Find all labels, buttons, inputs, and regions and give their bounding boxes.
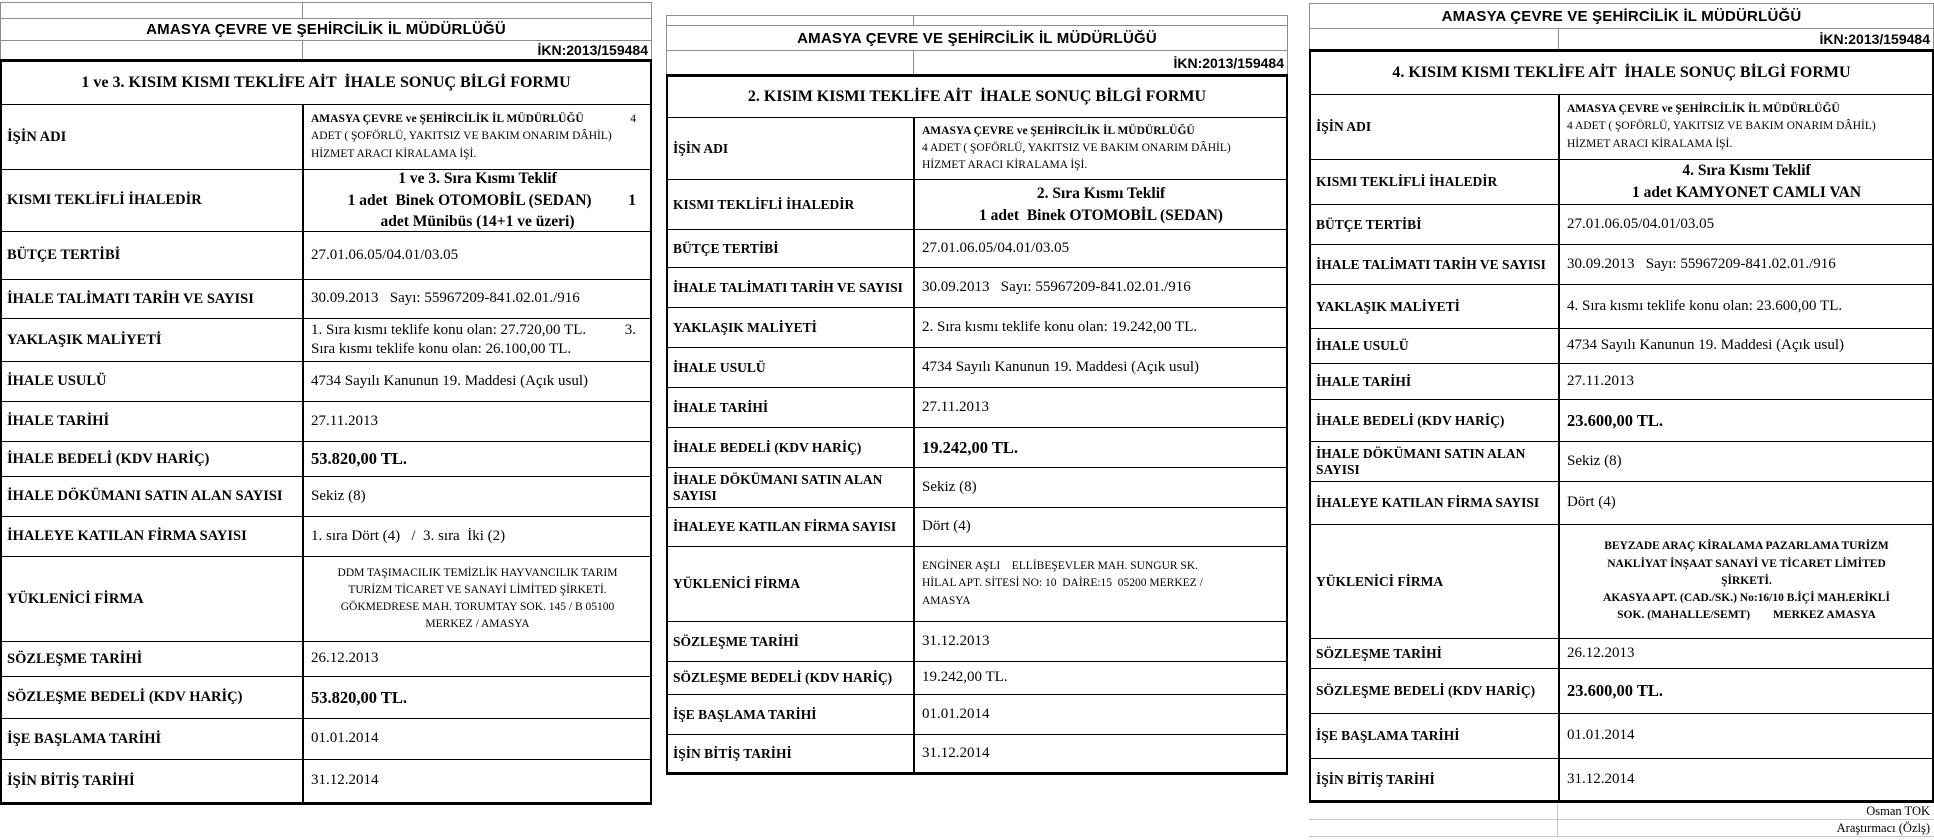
row-label-cell [2,402,304,441]
org-title: AMASYA ÇEVRE VE ŞEHİRCİLİK İL MÜDÜRLÜĞÜ [1441,7,1802,25]
value-line: 4. Sıra Kısmı Teklif [1682,162,1811,180]
row-label-cell [668,622,915,661]
value-line: 27.11.2013 [922,398,989,415]
row-value-cell [304,362,650,401]
footer-row [1309,803,1934,820]
row-label: İHALEYE KATILAN FİRMA SAYISI [7,528,247,545]
row-label: İHALE TARİHİ [1316,373,1412,389]
row-label: İHALE USULÜ [7,373,107,390]
value-line: 4 ADET ( ŞOFÖRLÜ, YAKITSIZ VE BAKIM ONARIM DÂHİL) [922,141,1231,154]
row-butce-tertibi [1311,204,1932,244]
row-value-cell [915,308,1286,347]
row-value-cell [304,402,650,441]
value-line: 27.01.06.05/04.01/03.05 [922,239,1070,256]
row-isin-adi [668,117,1286,179]
value-line-overflow-text: 3. [624,321,636,338]
row-label: YAKLAŞIK MALİYETİ [1316,298,1460,314]
row-sozlesme-bedeli [668,661,1286,694]
row-ise-baslama [1311,713,1932,758]
row-value-cell [304,280,650,318]
row-label: İŞİN BİTİŞ TARİHİ [7,772,135,789]
ikn-cell [1559,29,1933,49]
value-line: Sekiz (8) [1567,452,1622,469]
row-label: KISMI TEKLİFLİ İHALEDİR [673,196,855,212]
row-yuklenici-firma [668,546,1286,621]
tender-form-part-2 [666,15,1288,775]
value-line: 23.600,00 TL. [1567,410,1663,430]
row-label: İHALE BEDELİ (KDV HARİÇ) [1316,412,1505,428]
ikn-left-cell [1,41,303,59]
org-title-row [666,25,1288,50]
row-sozlesme-tarihi [2,641,650,676]
value-line: 27.01.06.05/04.01/03.05 [311,246,459,263]
row-label-cell [1311,205,1560,244]
row-ihale-talimati [2,279,650,318]
row-label-cell [2,362,304,401]
value-line: 2. Sıra Kısmı Teklif [1036,184,1166,202]
row-label: İHALE BEDELİ (KDV HARİÇ) [673,439,862,455]
row-butce-tertibi [2,231,650,279]
row-label-cell [1311,714,1560,758]
form-title-text: 2. KISIM KISMI TEKLİFE AİT İHALE SONUÇ BİLGİ FORMU [747,88,1207,105]
row-isin-adi [2,104,650,169]
ikn-left-cell [667,51,914,74]
value-line: Dört (4) [1567,494,1616,511]
value-line: MERKEZ / AMASYA [425,618,530,631]
value-line: 30.09.2013 Sayı: 55967209-841.02.01./916 [311,290,580,307]
row-ihale-usulu [668,347,1286,387]
ikn-left-cell [1310,29,1559,49]
row-ihale-bedeli [2,441,650,476]
value-line: AMASYA ÇEVRE ve ŞEHİRCİLİK İL MÜDÜRLÜĞÜ [1567,103,1840,116]
value-line: ADET ( ŞOFÖRLÜ, YAKITSIZ VE BAKIM ONARIM DÂHİL) [311,130,612,143]
row-label-cell [668,662,915,694]
row-isin-bitis [2,759,650,802]
tender-form-part-1-3 [0,2,652,805]
row-label-cell [2,105,304,169]
row-label: İŞE BAŞLAMA TARİHİ [7,730,162,747]
row-value-cell [1560,442,1932,481]
row-value-cell [304,319,650,361]
ikn-number: İKN:2013/159484 [1173,54,1284,71]
row-label-cell [668,308,915,347]
value-line: 31.12.2014 [311,772,379,789]
row-label: İHALE TALİMATI TARİH VE SAYISI [673,279,903,295]
form-title-text: 1 ve 3. KISIM KISMI TEKLİFE AİT İHALE SONUÇ BİLGİ FORMU [81,74,571,91]
value-line: Sıra kısmı teklife konu olan: 26.100,00 TL. [311,341,572,357]
row-label-cell [668,508,915,546]
row-value-cell [1560,525,1932,638]
value-line: 30.09.2013 Sayı: 55967209-841.02.01./916 [922,278,1191,295]
value-line: 1. sıra Dört (4) / 3. sıra İki (2) [311,527,506,544]
row-label: YAKLAŞIK MALİYETİ [673,319,817,335]
value-line: 4734 Sayılı Kanunun 19. Maddesi (Açık usul) [922,358,1200,375]
row-label-cell [1311,482,1560,524]
row-label-cell [2,170,304,231]
row-label-cell [2,557,304,641]
row-value-cell [304,477,650,516]
value-line-text: 1 adet Binek OTOMOBİL (SEDAN) [347,191,592,209]
row-label: İŞİN ADI [7,128,67,145]
row-ihale-tarihi [2,401,650,441]
value-line: adet Münibüs (14+1 ve üzeri) [380,213,575,231]
value-line: 01.01.2014 [311,730,379,747]
row-label-cell [1311,329,1560,363]
row-value-cell [304,232,650,279]
row-label-cell [668,388,915,427]
ikn-row [666,50,1288,74]
header-empty-row [0,2,652,18]
value-line [311,111,644,128]
value-line: Sekiz (8) [311,487,366,504]
row-dokuman-satin-alan [1311,441,1932,481]
value-line: AMASYA [922,594,971,607]
org-title: AMASYA ÇEVRE VE ŞEHİRCİLİK İL MÜDÜRLÜĞÜ [797,29,1157,47]
row-label-cell [1311,245,1560,284]
row-value-cell [1560,205,1932,244]
org-title-row [1309,3,1934,28]
value-line: 4. Sıra kısmı teklife konu olan: 23.600,00 TL. [1567,297,1843,314]
row-value-cell [304,760,650,802]
value-line: AMASYA ÇEVRE ve ŞEHİRCİLİK İL MÜDÜRLÜĞÜ [922,124,1195,137]
row-label: İŞİN ADI [1316,119,1372,135]
row-label-cell [2,319,304,361]
row-label: İŞİN BİTİŞ TARİHİ [1316,771,1435,787]
row-label: İHALE USULÜ [673,359,766,375]
row-sozlesme-bedeli [2,676,650,718]
form-title [2,62,650,104]
value-line: 53.820,00 TL. [311,449,407,469]
value-line: NAKLİYAT İNŞAAT SANAYİ VE TİCARET LİMİTED [1607,557,1886,570]
row-label-cell [1311,525,1560,638]
row-label-cell [2,232,304,279]
value-line: BEYZADE ARAÇ KİRALAMA PAZARLAMA TURİZM [1604,540,1889,553]
row-value-cell [915,508,1286,546]
signature-name: Osman TOK [1866,803,1930,818]
ikn-row [0,40,652,59]
row-value-cell [915,547,1286,621]
row-label-cell [1311,669,1560,713]
row-value-cell [915,735,1286,772]
row-label: YÜKLENİCİ FİRMA [673,576,801,592]
value-line: AKASYA APT. (CAD./SK.) No:16/10 B.İÇİ MAH.ERİKLİ [1603,592,1890,605]
row-label: İHALE USULÜ [1316,338,1409,354]
value-line: GÖKMEDRESE MAH. TORUMTAY SOK. 145 / B 05100 [340,601,615,613]
ikn-number: İKN:2013/159484 [1819,31,1930,47]
row-label: İHALE TARİHİ [7,413,110,430]
row-label-cell [668,695,915,734]
row-value-cell [1560,364,1932,399]
row-value-cell [915,662,1286,694]
row-label-cell [668,180,915,229]
value-line: 31.12.2013 [922,632,990,649]
row-value-cell [304,105,650,169]
row-katilan-firma [668,507,1286,546]
ikn-cell [303,41,651,59]
row-butce-tertibi [668,229,1286,267]
row-label-cell [1311,400,1560,441]
row-ihale-tarihi [1311,363,1932,399]
row-label: İŞİN ADI [673,140,729,156]
row-label: BÜTÇE TERTİBİ [7,247,121,264]
header-empty-left-cell [1,3,303,18]
row-value-cell [1560,759,1932,800]
ikn-cell [914,51,1287,74]
row-kismi-teklif [2,169,650,231]
row-dokuman-satin-alan [668,467,1286,507]
row-sozlesme-tarihi [668,621,1286,661]
footer-right-cell [1558,803,1934,819]
ikn-number: İKN:2013/159484 [537,42,648,58]
row-label-cell [668,268,915,307]
row-label-cell [2,517,304,556]
form-title [668,77,1286,117]
row-ihale-usulu [1311,328,1932,363]
value-line: 01.01.2014 [1567,727,1635,744]
row-isin-adi [1311,94,1932,159]
row-value-cell [1560,329,1932,363]
row-value-cell [1560,400,1932,441]
row-label: İHALE DÖKÜMANI SATIN ALAN SAYISI [1316,445,1526,477]
row-isin-bitis [1311,758,1932,800]
row-ise-baslama [668,694,1286,734]
footer-row [1309,820,1934,837]
value-line-text: AMASYA ÇEVRE ve ŞEHİRCİLİK İL MÜDÜRLÜĞÜ [311,113,584,126]
value-line-overflow-text: 1 [628,191,636,209]
row-label: İŞE BAŞLAMA TARİHİ [673,706,817,722]
row-value-cell [915,468,1286,507]
row-label: İHALEYE KATILAN FİRMA SAYISI [1316,495,1540,511]
row-label: SÖZLEŞME BEDELİ (KDV HARİÇ) [1316,683,1536,699]
row-value-cell [304,677,650,718]
row-label: İHALEYE KATILAN FİRMA SAYISI [673,519,897,535]
footer-right-cell [1558,820,1934,836]
value-line: 1 adet KAMYONET CAMLI VAN [1631,184,1862,201]
org-title: AMASYA ÇEVRE VE ŞEHİRCİLİK İL MÜDÜRLÜĞÜ [146,21,506,38]
value-line-overflow-text: 4 [630,113,636,126]
row-yuklenici-firma [1311,524,1932,638]
row-label-cell [1311,285,1560,328]
row-label: İHALE BEDELİ (KDV HARİÇ) [7,450,210,467]
value-line: 2. Sıra kısmı teklife konu olan: 19.242,00 TL. [922,318,1198,335]
row-value-cell [304,170,650,231]
row-katilan-firma [2,516,650,556]
row-sozlesme-bedeli [1311,668,1932,713]
form-body [666,74,1288,775]
value-line: 4 ADET ( ŞOFÖRLÜ, YAKITSIZ VE BAKIM ONARIM DÂHİL) [1567,120,1876,133]
value-line: 31.12.2014 [1567,770,1635,787]
row-yaklasik-maliyet [2,318,650,361]
row-value-cell [915,428,1286,467]
row-label: SÖZLEŞME TARİHİ [1316,645,1442,661]
row-value-cell [1560,285,1932,328]
row-label: SÖZLEŞME TARİHİ [7,650,143,667]
row-value-cell [304,557,650,641]
value-line [311,321,644,341]
value-line: 27.01.06.05/04.01/03.05 [1567,215,1715,232]
row-yaklasik-maliyet [668,307,1286,347]
tender-form-part-4 [1309,3,1934,837]
form-body [0,59,652,805]
row-value-cell [915,388,1286,427]
row-label-cell [2,719,304,759]
footer-left-cell [1309,820,1558,836]
row-label: KISMI TEKLİFLİ İHALEDİR [7,192,202,209]
row-value-cell [915,268,1286,307]
value-line: SOK. (MAHALLE/SEMT) MERKEZ AMASYA [1617,609,1876,622]
row-label-cell [2,442,304,476]
org-title-row [0,18,652,40]
row-label: YAKLAŞIK MALİYETİ [7,331,162,348]
row-value-cell [915,180,1286,229]
row-label-cell [1311,364,1560,399]
row-value-cell [304,442,650,476]
row-label-cell [668,468,915,507]
value-line: HİZMET ARACI KİRALAMA İŞİ. [1567,137,1733,150]
row-label-cell [668,735,915,772]
row-label: İHALE DÖKÜMANI SATIN ALAN SAYISI [673,471,883,503]
value-line: 1 adet Binek OTOMOBİL (SEDAN) [979,206,1223,224]
value-line: Dört (4) [922,518,971,535]
row-label-cell [668,118,915,179]
row-yaklasik-maliyet [1311,284,1932,328]
row-label-cell [1311,639,1560,668]
row-value-cell [1560,245,1932,284]
form-title-text: 4. KISIM KISMI TEKLİFE AİT İHALE SONUÇ BİLGİ FORMU [1392,64,1851,81]
row-label: İHALE DÖKÜMANI SATIN ALAN SAYISI [7,488,283,505]
value-line: 23.600,00 TL. [1567,681,1663,701]
value-line: DDM TAŞIMACILIK TEMİZLİK HAYVANCILIK TARIM [337,566,618,579]
row-value-cell [915,118,1286,179]
row-value-cell [915,695,1286,734]
value-line: 19.242,00 TL. [922,669,1008,686]
row-label: İHALE TARİHİ [673,399,769,415]
row-value-cell [1560,482,1932,524]
row-value-cell [1560,639,1932,668]
signature-role: Araştırmacı (Özlş) [1836,820,1930,835]
value-line: 30.09.2013 Sayı: 55967209-841.02.01./916 [1567,255,1836,272]
value-line: 27.11.2013 [311,412,378,429]
value-line: HİZMET ARACI KİRALAMA İŞİ. [311,147,477,160]
value-line: 27.11.2013 [1567,372,1634,389]
row-isin-bitis [668,734,1286,772]
row-label-cell [2,677,304,718]
row-label-cell [668,348,915,387]
row-value-cell [1560,95,1932,159]
row-value-cell [1560,714,1932,758]
row-label: SÖZLEŞME BEDELİ (KDV HARİÇ) [7,689,243,706]
value-line: 4734 Sayılı Kanunun 19. Maddesi (Açık usul) [311,372,589,389]
row-label: BÜTÇE TERTİBİ [1316,216,1422,232]
value-line: 26.12.2013 [311,650,379,667]
row-label: YÜKLENİCİ FİRMA [1316,573,1444,589]
row-value-cell [1560,160,1932,204]
row-label-cell [2,642,304,676]
row-label-cell [1311,759,1560,800]
row-sozlesme-tarihi [1311,638,1932,668]
form-title [1311,52,1932,94]
row-label: SÖZLEŞME BEDELİ (KDV HARİÇ) [673,670,893,686]
row-label-cell [1311,442,1560,481]
row-ihale-talimati [1311,244,1932,284]
row-label-cell [1311,95,1560,159]
row-label: KISMI TEKLİFLİ İHALEDİR [1316,174,1498,190]
value-line: 53.820,00 TL. [311,687,407,707]
row-value-cell [1560,669,1932,713]
row-label-cell [2,477,304,516]
value-line: TURİZM TİCARET VE SANAYİ LİMİTED ŞİRKETİ. [348,583,607,596]
ikn-row [1309,28,1934,49]
value-line-text: 1. Sıra kısmı teklife konu olan: 27.720,00 TL. [311,321,587,338]
header-empty-left-cell [667,16,914,25]
value-line: 01.01.2014 [922,705,990,722]
form-body [1309,49,1934,803]
row-value-cell [304,642,650,676]
row-label-cell [668,230,915,267]
value-line: 4734 Sayılı Kanunun 19. Maddesi (Açık usul) [1567,337,1845,354]
row-label-cell [668,428,915,467]
value-line: 31.12.2014 [922,744,990,761]
header-empty-right-cell [914,16,1287,25]
value-line: 26.12.2013 [1567,644,1635,661]
row-yuklenici-firma [2,556,650,641]
row-value-cell [304,517,650,556]
footer-left-cell [1309,803,1558,819]
row-ihale-usulu [2,361,650,401]
value-line [311,190,644,212]
row-ihale-talimati [668,267,1286,307]
row-label-cell [2,280,304,318]
row-label: İŞE BAŞLAMA TARİHİ [1316,728,1460,744]
row-label: YÜKLENİCİ FİRMA [7,590,144,607]
row-ihale-bedeli [668,427,1286,467]
value-line: 1 ve 3. Sıra Kısmı Teklif [398,169,557,187]
row-label: İHALE TALİMATI TARİH VE SAYISI [7,290,254,307]
value-line: HİZMET ARACI KİRALAMA İŞİ. [922,159,1088,172]
row-label: İŞİN BİTİŞ TARİHİ [673,745,792,761]
value-line: Sekiz (8) [922,478,977,495]
row-kismi-teklif [1311,159,1932,204]
value-line: ŞİRKETİ. [1721,574,1772,587]
row-value-cell [304,719,650,759]
row-kismi-teklif [668,179,1286,229]
row-ihale-bedeli [1311,399,1932,441]
value-line: ENGİNER AŞLI ELLİBEŞEVLER MAH. SUNGUR SK. [922,560,1198,573]
header-empty-right-cell [303,3,651,18]
row-label: BÜTÇE TERTİBİ [673,240,779,256]
row-ise-baslama [2,718,650,759]
row-value-cell [915,348,1286,387]
value-line: 19.242,00 TL. [922,437,1018,457]
row-label-cell [668,547,915,621]
row-ihale-tarihi [668,387,1286,427]
row-value-cell [915,230,1286,267]
row-dokuman-satin-alan [2,476,650,516]
value-line: HİLAL APT. SİTESİ NO: 10 DAİRE:15 05200 MERKEZ / [922,577,1203,590]
row-label-cell [1311,160,1560,204]
row-label: SÖZLEŞME TARİHİ [673,633,799,649]
row-label-cell [2,760,304,802]
row-katilan-firma [1311,481,1932,524]
header-empty-row [666,15,1288,25]
row-value-cell [915,622,1286,661]
row-label: İHALE TALİMATI TARİH VE SAYISI [1316,256,1546,272]
